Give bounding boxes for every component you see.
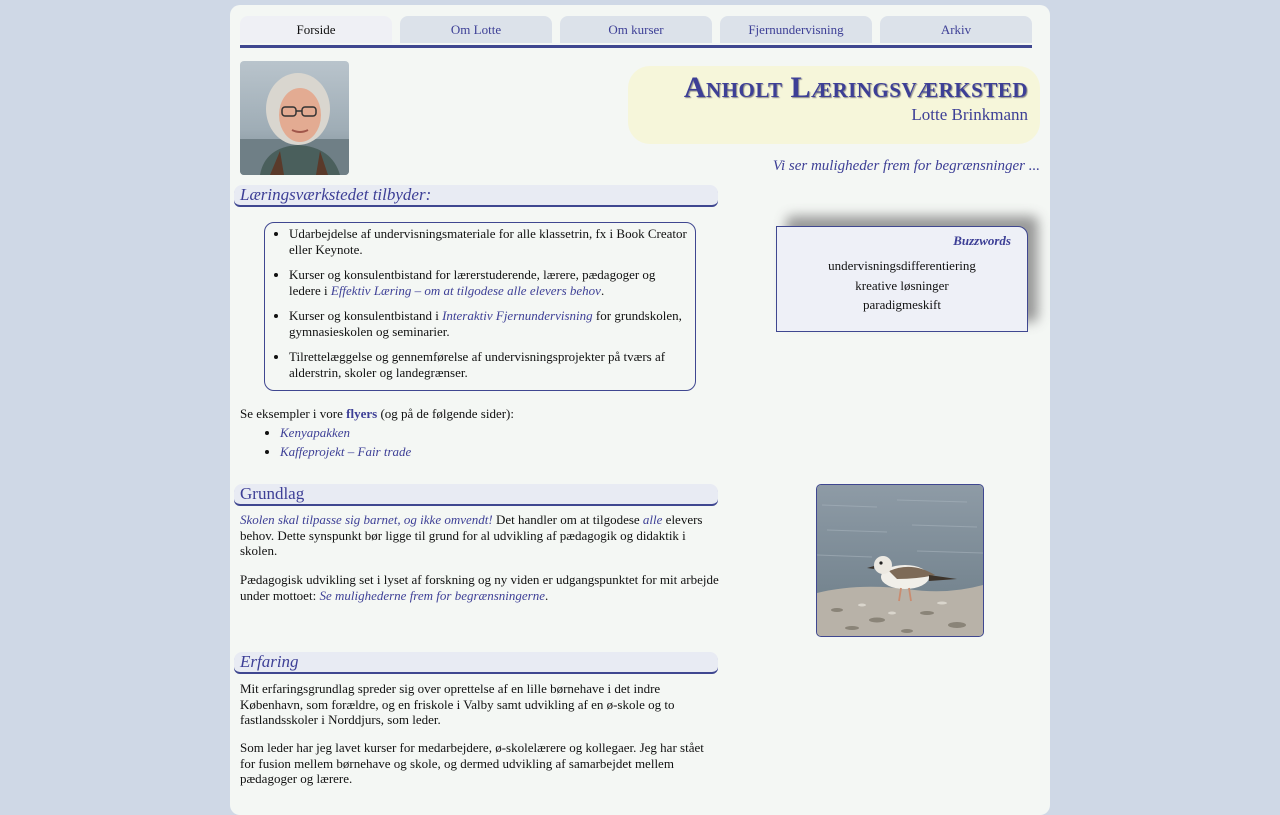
mulighederne-link[interactable]: Se mulighederne frem for begrænsningerne	[319, 587, 545, 603]
offer-item	[289, 267, 689, 299]
tab-fjernundervisning[interactable]: Fjernundervisning	[720, 16, 872, 43]
erfaring-paragraph-1	[240, 681, 720, 728]
examples-list	[260, 423, 411, 461]
list-item	[280, 423, 411, 442]
offer-text: Kurser og konsulentbistand i	[289, 308, 443, 323]
erfaring-heading-text: Erfaring	[240, 652, 299, 671]
buzzwords-box	[776, 226, 1028, 332]
section-heading-erfaring	[234, 652, 718, 673]
grundlag-heading-text: Grundlag	[240, 484, 305, 503]
main-navigation	[240, 16, 1032, 48]
tab-om-lotte[interactable]: Om Lotte	[400, 16, 552, 43]
offer-item	[289, 308, 689, 340]
erfaring-text: Mit erfaringsgrundlag spreder sig over oprettelse af en lille børnehave i det indre København, som forældre, og en friskole i Valby samt udvikling af en ø-skole og to fastlandsskoler i Norddjurs, som leder.	[240, 681, 675, 727]
tab-arkiv[interactable]: Arkiv	[880, 16, 1032, 43]
seagull-photo	[816, 484, 984, 637]
examples-text: (og på de følgende sider):	[377, 406, 514, 421]
offer-text: Kurser og konsulentbistand for lærerstuderende, lærere, pædagoger og ledere i	[289, 267, 656, 298]
alle-emphasis: alle	[642, 512, 663, 527]
buzzword: kreative løsninger	[855, 277, 949, 293]
offer-item	[289, 226, 689, 258]
interaktiv-fjernundervisning-link[interactable]: Interaktiv Fjernundervisning	[442, 308, 593, 323]
page-container	[230, 5, 1050, 815]
site-title[interactable]: Anholt Læringsværksted	[683, 71, 1028, 104]
portrait-photo	[240, 61, 349, 175]
offers-heading-text: Læringsværkstedet tilbyder:	[240, 185, 432, 204]
offer-text: .	[600, 283, 605, 298]
tab-forside[interactable]: Forside	[240, 16, 392, 43]
section-heading-grundlag	[234, 484, 718, 505]
tagline: Vi ser muligheder frem for begrænsninger ...	[772, 158, 1040, 174]
buzzword: paradigmeskift	[863, 297, 941, 312]
grundlag-text: Pædagogisk udvikling set i lyset af forskning og ny viden er udgangspunktet for mit arbejde under mottoet:	[240, 572, 719, 603]
list-item	[280, 442, 411, 461]
buzzwords-list	[777, 256, 1027, 315]
flyers-link[interactable]: flyers	[346, 406, 378, 421]
grundlag-paragraph-2	[240, 572, 720, 603]
kaffeprojekt-link[interactable]: Kaffeprojekt – Fair trade	[280, 444, 412, 459]
site-header	[628, 66, 1040, 144]
examples-text: Se eksempler i vore	[240, 406, 347, 421]
offers-box	[264, 222, 696, 391]
offer-text: for grundskolen, gymnasieskolen og seminarier.	[289, 308, 682, 339]
offer-item	[289, 349, 689, 381]
buzzword: undervisningsdifferentiering	[828, 258, 976, 273]
section-heading-offers	[234, 185, 718, 206]
offer-text: Udarbejdelse af undervisningsmateriale for alle klassetrin, fx i Book Creator eller Keynote.	[289, 226, 687, 257]
tab-om-kurser[interactable]: Om kurser	[560, 16, 712, 43]
motto-link[interactable]: Skolen skal tilpasse sig barnet, og ikke omvendt!	[240, 512, 493, 527]
buzzwords-title: Buzzwords	[953, 233, 1011, 248]
grundlag-paragraph-1	[240, 512, 720, 559]
offer-text: Tilrettelæggelse og gennemførelse af undervisningsprojekter på tværs af alderstrin, skoler og landegrænser.	[289, 349, 666, 380]
grundlag-text: Det handler om at tilgodese	[492, 512, 643, 527]
kenyapakken-link[interactable]: Kenyapakken	[280, 425, 351, 440]
effektiv-laering-link[interactable]: Effektiv Læring – om at tilgodese alle elevers behov	[330, 283, 601, 298]
author-name: Lotte Brinkmann	[911, 105, 1028, 124]
erfaring-text: Som leder har jeg lavet kurser for medarbejdere, ø-skolelærere og kollegaer. Jeg har stået for fusion mellem børnehave og skole, og dermed udvikling af samarbejdet mellem pædagoger og lærere.	[240, 740, 704, 786]
grundlag-text: elevers behov. Dette synspunkt bør ligge til grund for al udvikling af pædagogik og didaktik i skolen.	[240, 512, 703, 558]
grundlag-text: .	[544, 587, 549, 603]
erfaring-paragraph-2	[240, 740, 720, 787]
examples-intro	[240, 406, 720, 422]
